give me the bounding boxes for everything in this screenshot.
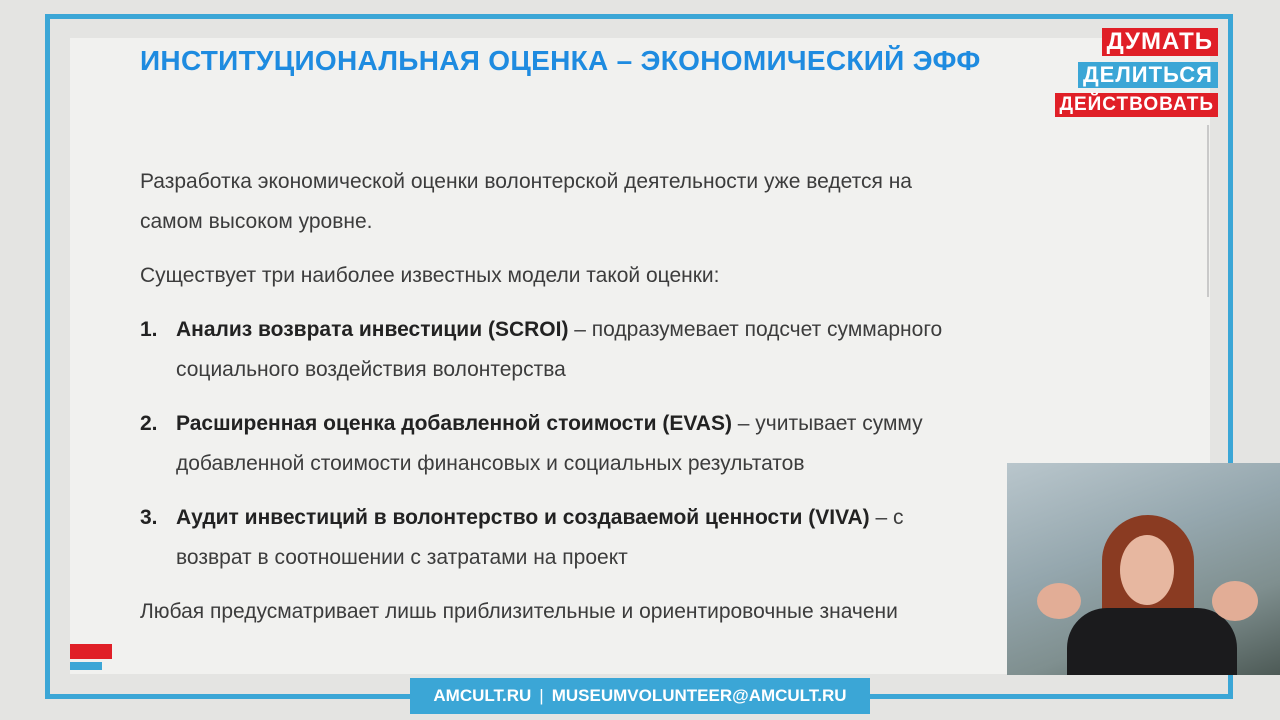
flag-logo-red-bar: [70, 644, 112, 659]
list-item-1-rest: – подразумевает подсчет суммарного: [568, 318, 943, 341]
slogan-badges: [1050, 26, 1222, 121]
closing-text: Любая предусматривает лишь приблизительные и ориентировочные значени: [140, 600, 898, 623]
list-item-1-line-2: социального воздействия волонтерства: [176, 358, 566, 381]
badge-think: ДУМАТЬ: [1102, 28, 1218, 56]
presenter-left-hand: [1037, 583, 1081, 619]
list-item-3-rest: – с: [869, 506, 904, 529]
list-item-2-number: 2.: [140, 412, 158, 435]
presenter-face: [1120, 535, 1174, 605]
footer-site-link[interactable]: AMCULT.RU: [433, 686, 532, 705]
presenter-video: [1007, 463, 1280, 675]
list-item-2-rest: – учитывает сумму: [731, 412, 923, 435]
paragraph-2: Существует три наиболее известных модели такой оценки:: [140, 264, 720, 287]
paragraph-1-line-1: Разработка экономической оценки волонтерской деятельности уже ведется на: [140, 170, 912, 193]
presenter-body: [1067, 608, 1237, 675]
list-item-2-bold: Расширенная оценка добавленной стоимости (EVAS): [176, 412, 732, 435]
footer-email-link[interactable]: MUSEUMVOLUNTEER@AMCULT.RU: [551, 686, 847, 705]
paragraph-1-line-2: самом высоком уровне.: [140, 210, 373, 233]
list-item-1-number: 1.: [140, 318, 158, 341]
list-item-3-line-2: возврат в соотношении с затратами на проект: [176, 546, 628, 569]
presenter-right-hand: [1212, 581, 1258, 621]
list-item-3-number: 3.: [140, 506, 158, 529]
list-item-1-line-1: [176, 310, 942, 350]
footer-contact-bar: [410, 678, 870, 714]
slide-title: ИНСТИТУЦИОНАЛЬНАЯ ОЦЕНКА – ЭКОНОМИЧЕСКИЙ ЭФФ: [140, 45, 981, 76]
badge-share: ДЕЛИТЬСЯ: [1078, 62, 1218, 88]
list-item-2-line-1: [176, 404, 923, 444]
footer-separator: |: [539, 686, 544, 705]
list-item-3-line-1: [176, 498, 904, 538]
slide-scrollbar[interactable]: [1207, 125, 1209, 297]
list-item-3-bold: Аудит инвестиций в волонтерство и создаваемой ценности (VIVA): [176, 506, 870, 529]
badge-act: ДЕЙСТВОВАТЬ: [1055, 93, 1218, 117]
list-item-1-bold: Анализ возврата инвестиции (SCROI): [176, 318, 569, 341]
list-item-2-line-2: добавленной стоимости финансовых и социальных результатов: [176, 452, 805, 475]
flag-logo-blue-bar: [70, 662, 102, 670]
